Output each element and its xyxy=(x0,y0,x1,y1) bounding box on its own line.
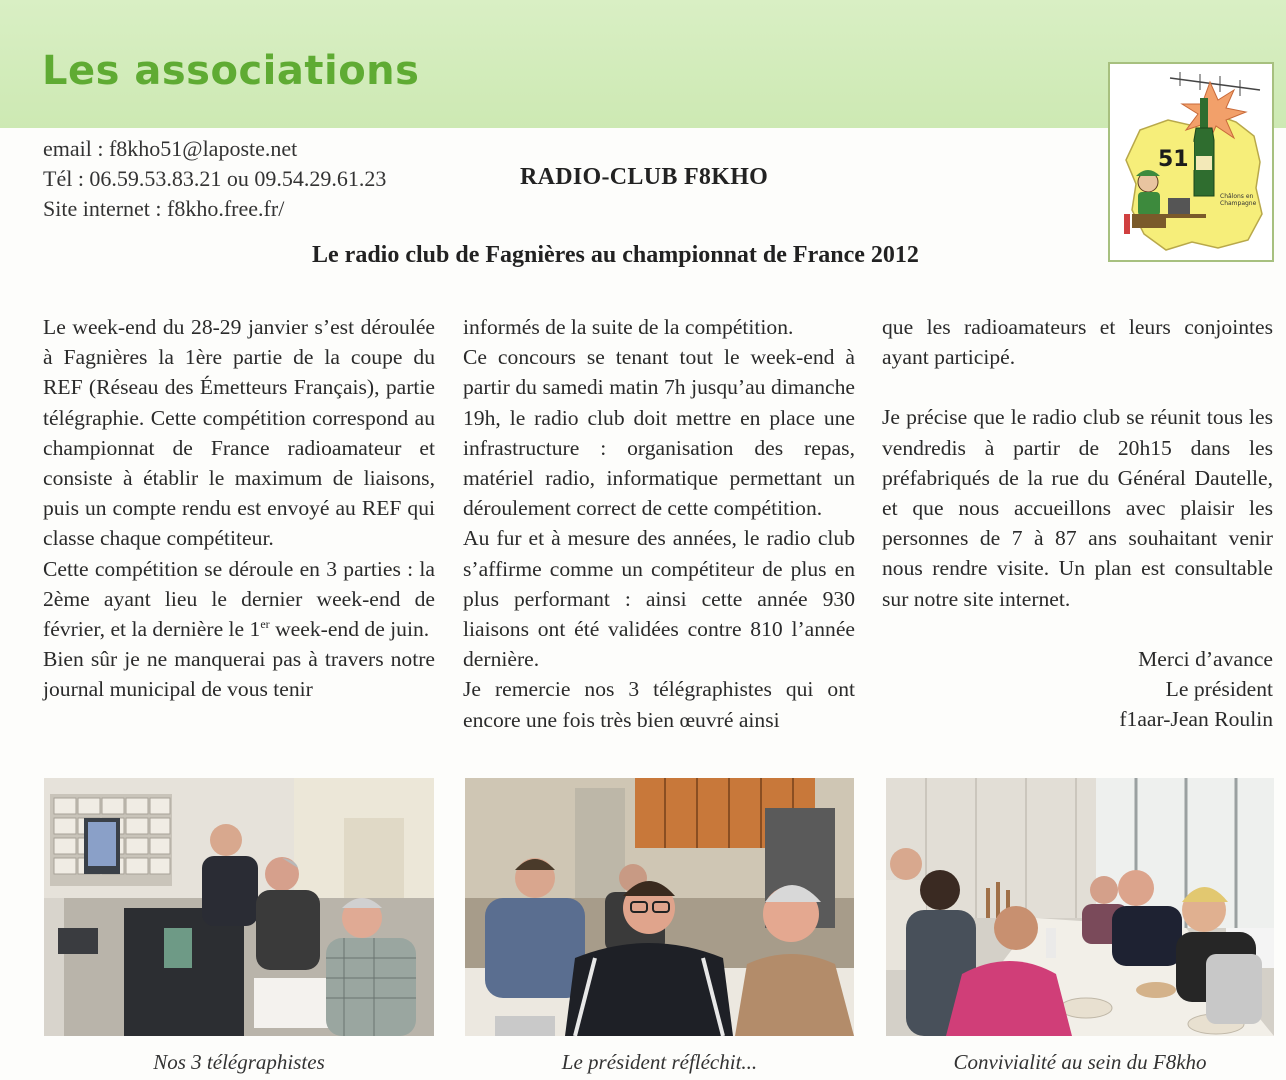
article-subtitle: Le radio club de Fagnières au championnat de France 2012 xyxy=(312,242,919,268)
paragraph: Je remercie nos 3 télégraphistes qui ont encore une fois très bien œuvré ainsi xyxy=(463,677,855,732)
photo-caption-3: Convivialité au sein du F8kho xyxy=(953,1050,1207,1074)
section-title: Les associations xyxy=(42,48,420,94)
logo-number: 51 xyxy=(1158,147,1189,172)
photo-president xyxy=(465,778,854,1036)
contact-block xyxy=(43,134,386,224)
paragraph: Bien sûr je ne manquerai pas à travers notre journal municipal de vous tenir xyxy=(43,647,435,702)
signature-role: Le président xyxy=(1165,677,1273,702)
signature-block xyxy=(882,644,1273,735)
photo-telegraphists xyxy=(44,778,434,1036)
paragraph: informés de la suite de la compétition. xyxy=(463,315,794,339)
club-name: RADIO-CLUB F8KHO xyxy=(520,164,769,190)
logo-text-1: Châlons en xyxy=(1220,193,1254,200)
header-banner xyxy=(0,0,1286,128)
paragraph: Je précise que le radio club se réunit tous les vendredis à partir de 20h15 dans les préfabriqués de la rue du Général Dautelle, et que nous accueillons avec plaisir les personnes de 7 à 87 ans souhaitant venir nous rendre visite. Un plan est consultable sur notre site internet. xyxy=(882,405,1273,611)
photo-caption-1: Nos 3 télégraphistes xyxy=(153,1050,325,1074)
contact-phone: Tél : 06.59.53.83.21 ou 09.54.29.61.23 xyxy=(43,166,387,191)
paragraph: que les radioamateurs et leurs conjointes ayant participé. xyxy=(882,315,1273,370)
article-column-2 xyxy=(463,312,855,735)
contact-website: Site internet : f8kho.free.fr/ xyxy=(43,196,285,221)
logo-graphic xyxy=(1110,64,1272,260)
signature-name: f1aar-Jean Roulin xyxy=(1119,707,1273,732)
paragraph: Au fur et à mesure des années, le radio club s’affirme comme un compétiteur de plus en plus performant : ainsi cette année 930 liaisons ont été validées contre 810 l’année dernière. xyxy=(463,526,855,672)
photo-caption-2: Le président réfléchit... xyxy=(561,1050,758,1074)
logo-text-2: Champagne xyxy=(1220,200,1257,207)
signature-thanks: Merci d’avance xyxy=(1138,646,1273,671)
article-column-3 xyxy=(882,312,1273,734)
article-column-1 xyxy=(43,312,435,705)
paragraph: Cette compétition se déroule en 3 parties : la 2ème ayant lieu le dernier week-end de février, et la dernière le 1er week-end de juin. xyxy=(43,556,435,642)
paragraph: Ce concours se tenant tout le week-end à partir du samedi matin 7h jusqu’au dimanche 19h, le radio club doit mettre en place une infrastructure : organisation des repas, matériel radio, informatique permettant un déroulement correct de cette compétition. xyxy=(463,345,855,521)
contact-email: email : f8kho51@laposte.net xyxy=(43,136,298,161)
photo-conviviality xyxy=(886,778,1274,1036)
paragraph: Le week-end du 28-29 janvier s’est déroulée à Fagnières la 1ère partie de la coupe du REF (Réseau des Émetteurs Français), partie télégraphie. Cette compétition correspond au championnat de France radioamateur et consiste à établir le maximum de liaisons, puis un compte rendu est envoyé au REF qui classe chaque compétiteur. xyxy=(43,315,435,551)
club-logo xyxy=(1108,62,1274,262)
